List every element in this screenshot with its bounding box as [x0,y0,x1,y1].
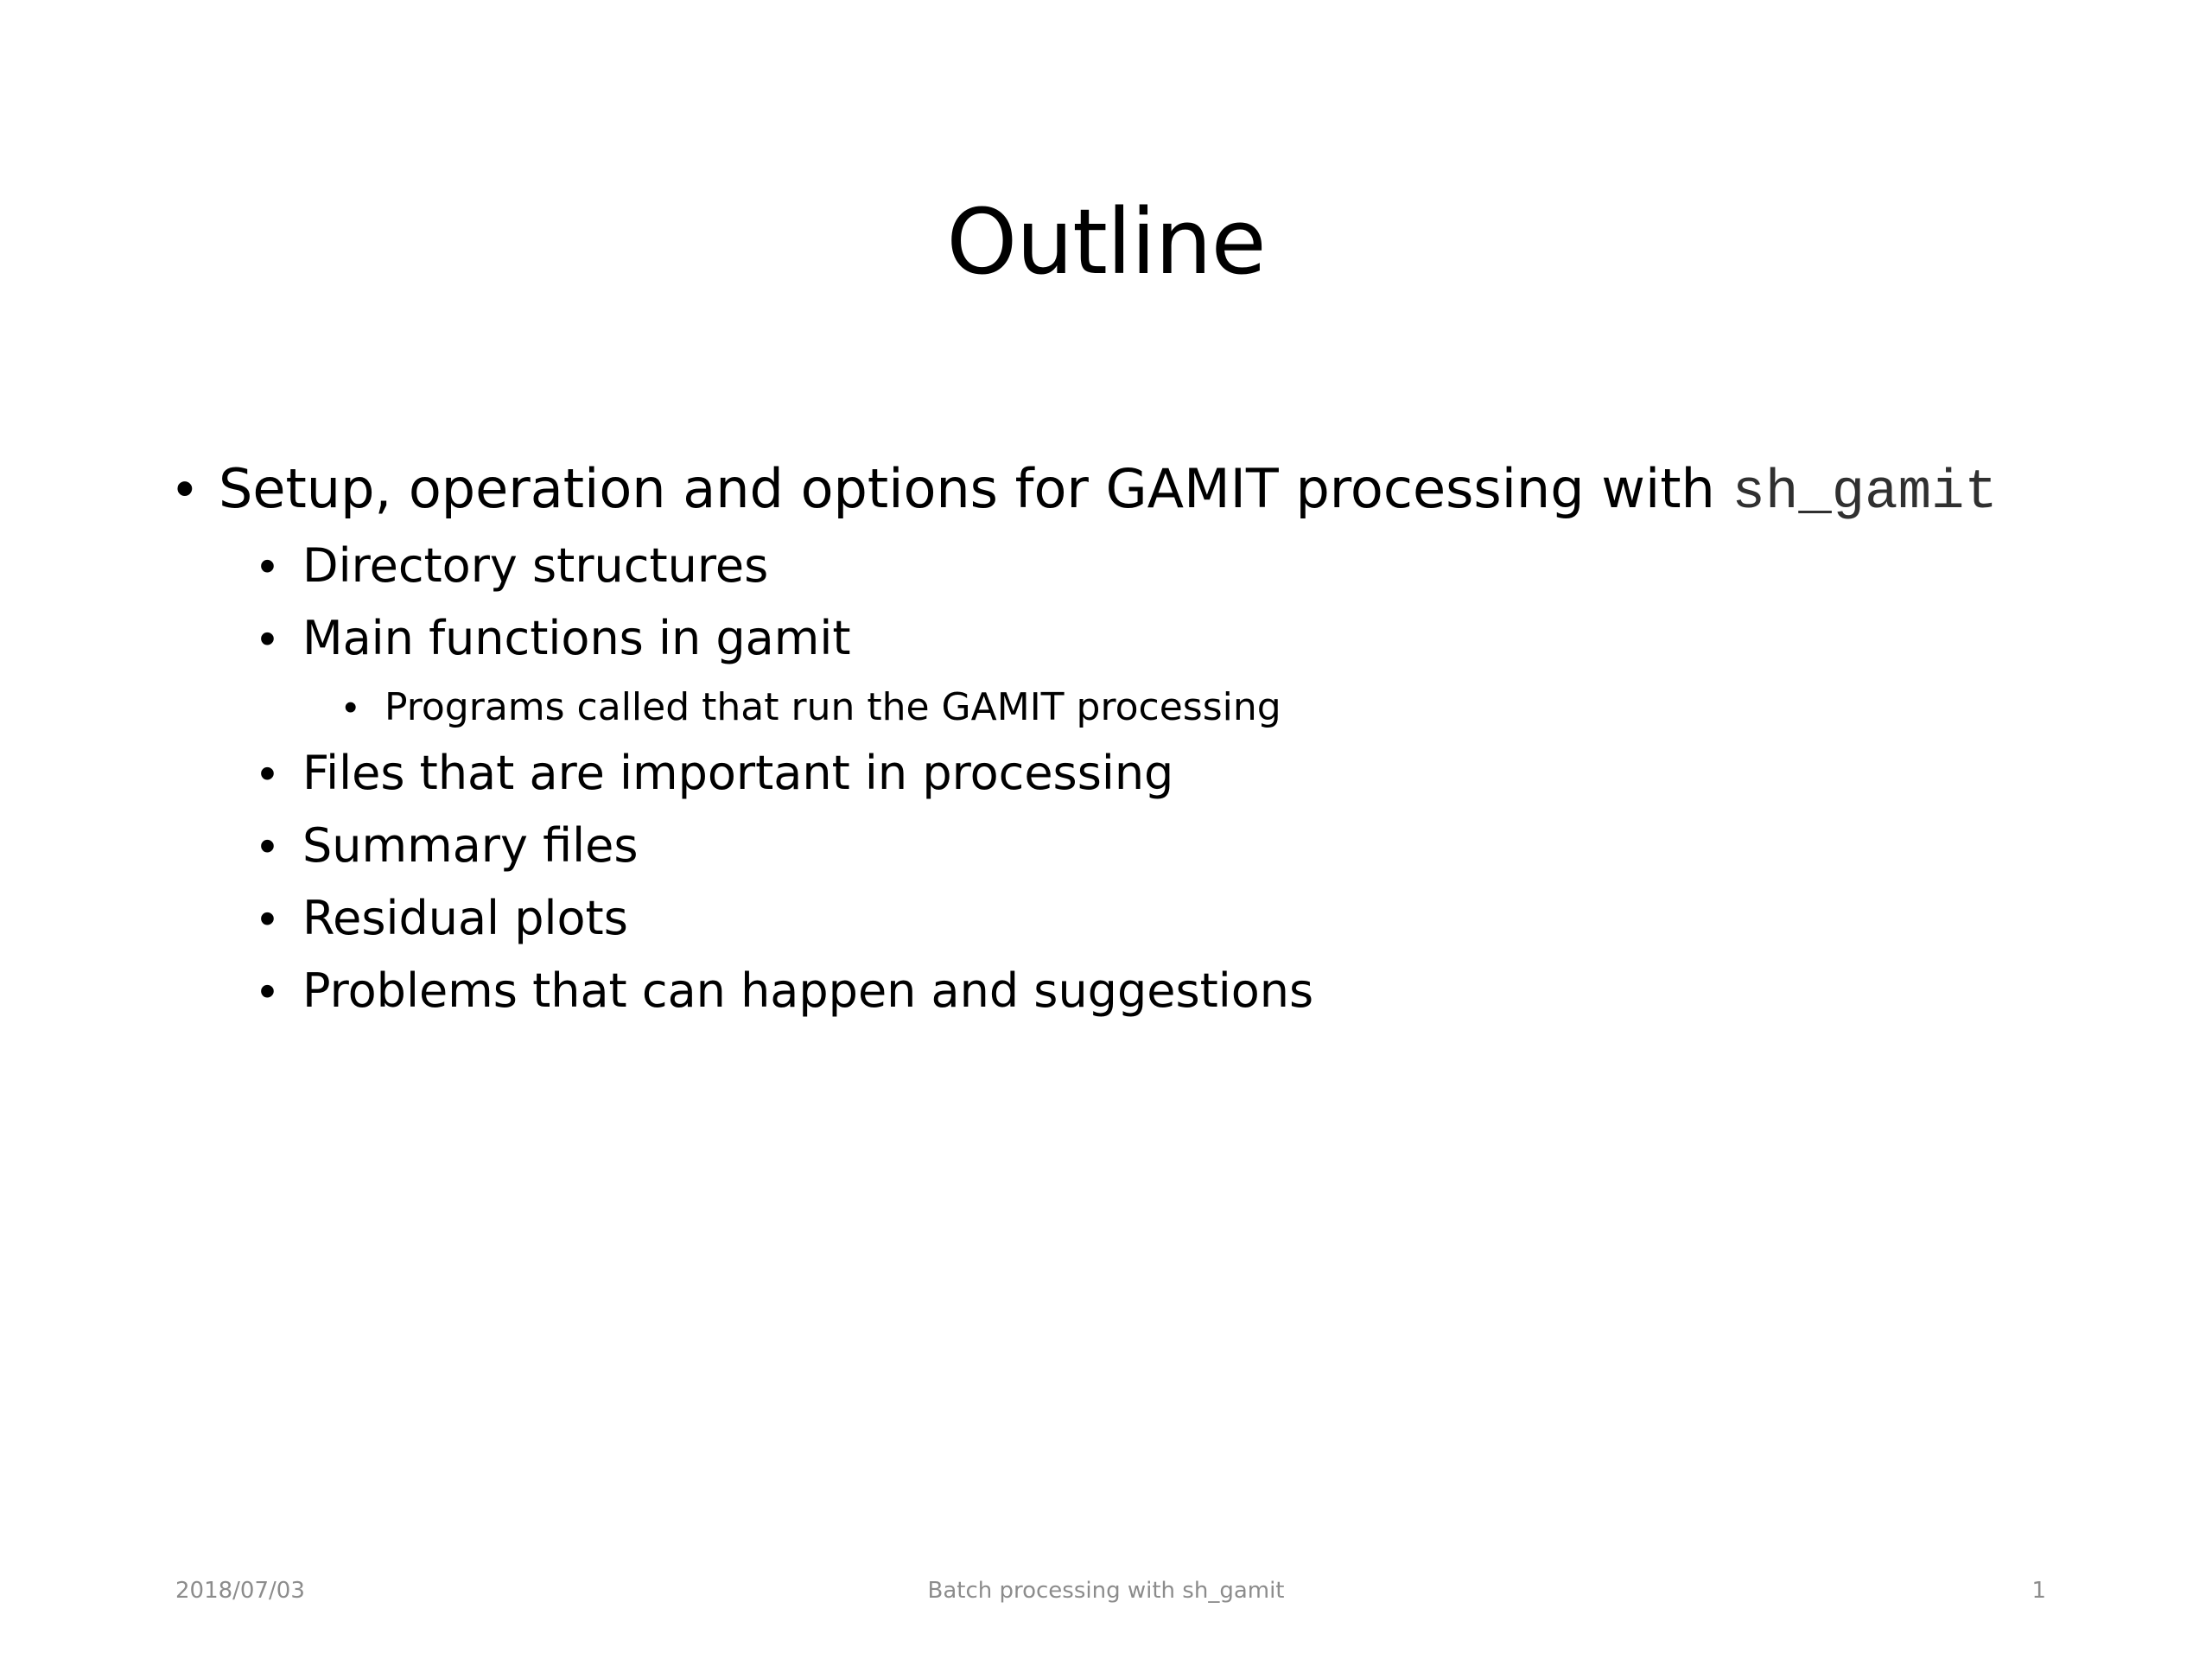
bullet-icon: • [259,747,276,799]
bullet-icon: • [259,820,276,872]
footer-date: 2018/07/03 [175,1578,305,1604]
bullet-icon: • [259,965,276,1017]
bullet-icon: • [175,459,194,518]
bullet-icon: • [259,540,276,592]
bullet-item-summary-files: Summary files [302,818,639,873]
slide-title: Outline [946,189,1266,295]
bullet-item-problems: Problems that can happen and suggestions [302,963,1314,1018]
footer-title: Batch processing with sh_gamit [927,1578,1285,1604]
bullet-item-directory-structures: Directory structures [302,538,769,593]
bullet-item-setup [219,457,1998,524]
bullet-item-programs-called: Programs called that run the GAMIT processing [385,685,1281,729]
bullet-icon: • [259,893,276,944]
bullet-item-important-files: Files that are important in processing [302,746,1174,800]
bullet-icon: • [344,686,358,728]
bullet-item-main-functions: Main functions in gamit [302,611,851,665]
bullet-text: Setup, operation and options for GAMIT processing with [219,457,1732,520]
bullet-item-residual-plots: Residual plots [302,891,628,945]
bullet-icon: • [259,613,276,664]
footer-page-number: 1 [2031,1578,2046,1604]
code-text: sh_gamit [1732,462,1998,524]
